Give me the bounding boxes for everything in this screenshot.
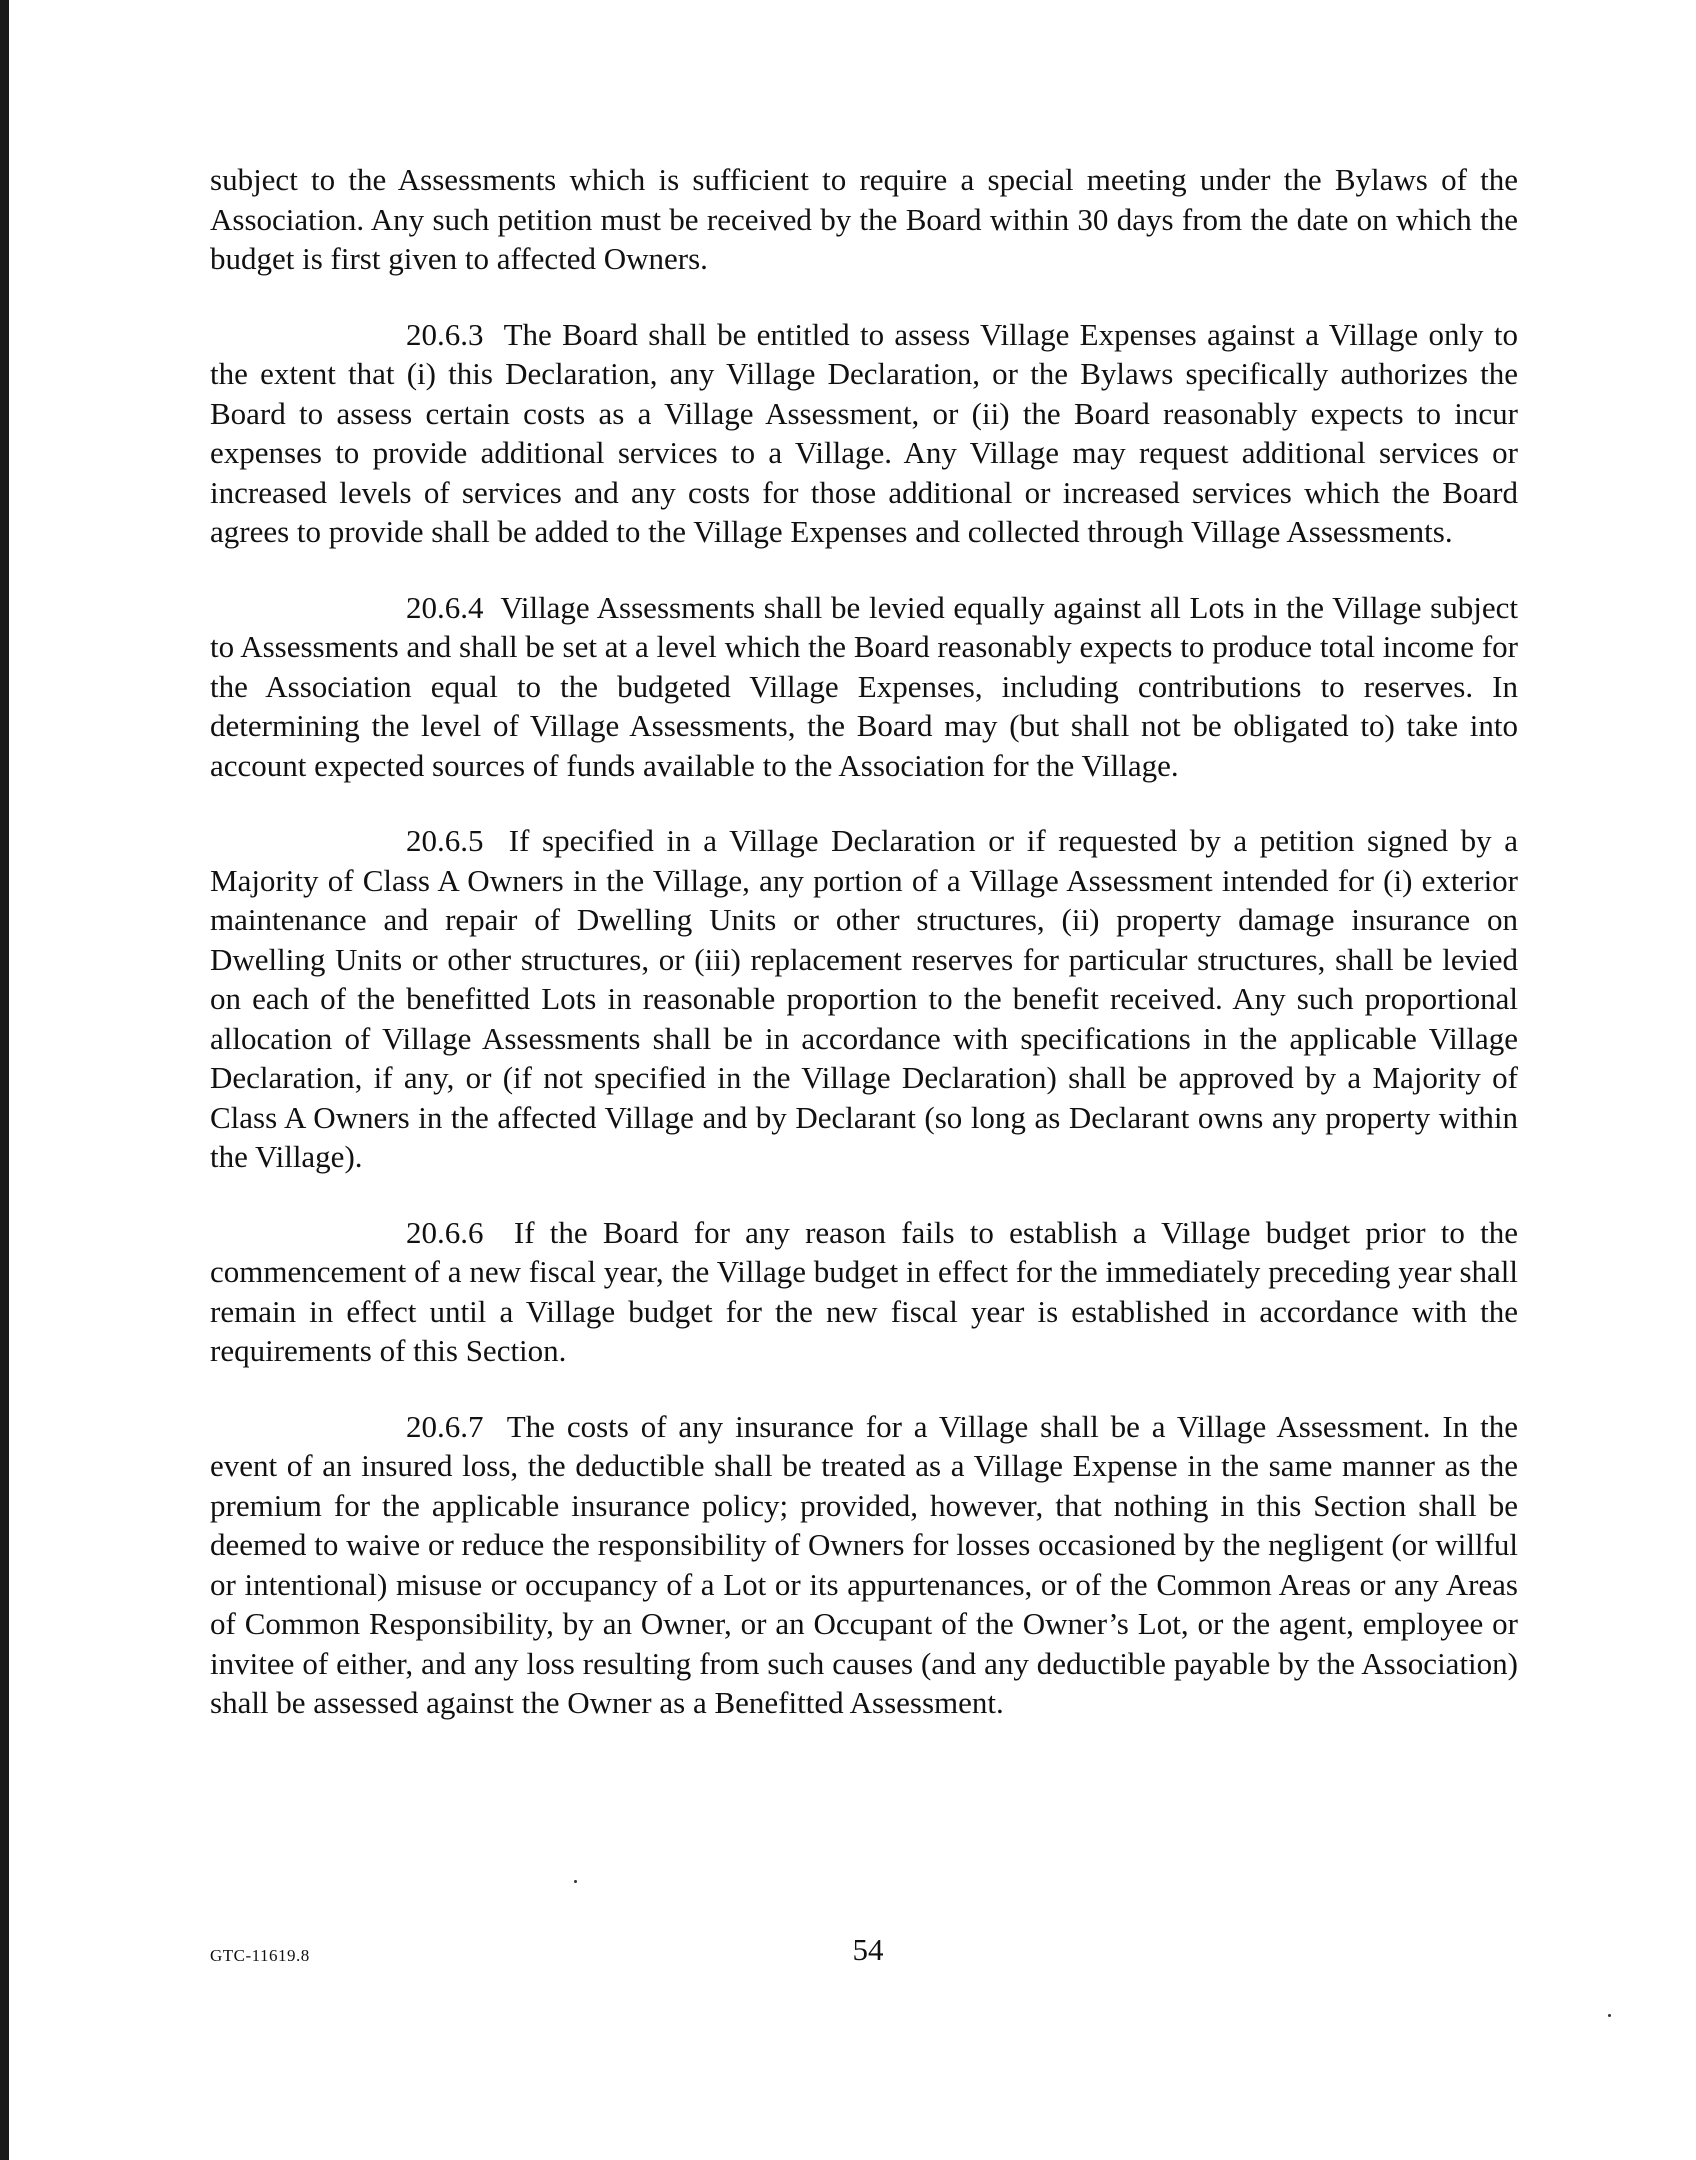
paragraph-text: subject to the Assessments which is sufficient to require a special meeting under the Bylaws of the Association. Any such petition must be received by the Board within 30 days from the date on which the budget is first given to affected Owners. [210,162,1518,276]
section-20-6-5 [210,821,1518,1177]
paragraph-continuation [210,160,1518,279]
section-20-6-4 [210,588,1518,786]
scan-speck [574,1880,577,1883]
section-20-6-3 [210,315,1518,552]
paragraph-text: The costs of any insurance for a Village shall be a Village Assessment. In the event of an insured loss, the deductible shall be treated as a Village Expense in the same manner as the premium for the applicable insurance policy; provided, however, that nothing in this Section shall be deemed to waive or reduce the responsibility of Owners for losses occasioned by the negligent (or willful or intentional) misuse or occupancy of a Lot or its appurtenances, or of the Common Areas or any Areas of Common Responsibility, by an Owner, or an Occupant of the Owner’s Lot, or the agent, employee or invitee of either, and any loss resulting from such causes (and any deductible payable by the Association) shall be assessed against the Owner as a Benefitted Assessment. [210,1408,1518,1720]
section-20-6-7 [210,1407,1518,1723]
paragraph-text: Village Assessments shall be levied equally against all Lots in the Village subject to Assessments and shall be set at a level which the Board reasonably expects to produce total income for the Association equal to the budgeted Village Expenses, including contributions to reserves. In determining the level of Village Assessments, the Board may (but shall not be obligated to) take into account expected sources of funds available to the Association for the Village. [210,589,1518,783]
section-number-label: 20.6.4 [406,589,484,625]
paragraph-text: The Board shall be entitled to assess Village Expenses against a Village only to the extent that (i) this Declaration, any Village Declaration, or the Bylaws specifically authorizes the Board to assess certain costs as a Village Assessment, or (ii) the Board reasonably expects to incur expenses to provide additional services to a Village. Any Village may request additional services or increased levels of services and any costs for those additional or increased services which the Board agrees to provide shall be added to the Village Expenses and collected through Village Assessments. [210,316,1519,549]
page-number: 54 [852,1932,884,1967]
section-number-label: 20.6.7 [406,1408,484,1444]
scan-speck [1608,2014,1611,2017]
section-20-6-6 [210,1213,1518,1371]
document-body [210,160,1518,1759]
paragraph-text: If specified in a Village Declaration or if requested by a petition signed by a Majority of Class A Owners in the Village, any portion of a Village Assessment intended for (i) exterior maintenance and repair of Dwelling Units or other structures, (ii) property damage insurance on Dwelling Units or other structures, or (iii) replacement reserves for particular structures, shall be levied on each of the benefitted Lots in reasonable proportion to the benefit received. Any such proportional allocation of Village Assessments shall be in accordance with specifications in the applicable Village Declaration, if any, or (if not specified in the Village Declaration) shall be approved by a Majority of Class A Owners in the affected Village and by Declarant (so long as Declarant owns any property within the Village). [210,823,1518,1174]
section-number-label: 20.6.5 [406,823,484,858]
scan-edge [0,0,9,2160]
section-number-label: 20.6.6 [406,1214,484,1250]
section-number-label: 20.6.3 [406,316,484,352]
footer-document-id: GTC-11619.8 [210,1946,310,1965]
paragraph-text: If the Board for any reason fails to establish a Village budget prior to the commencement of a new fiscal year, the Village budget in effect for the immediately preceding year shall remain in effect until a Village budget for the new fiscal year is established in accordance with the requirements of this Section. [210,1214,1518,1368]
